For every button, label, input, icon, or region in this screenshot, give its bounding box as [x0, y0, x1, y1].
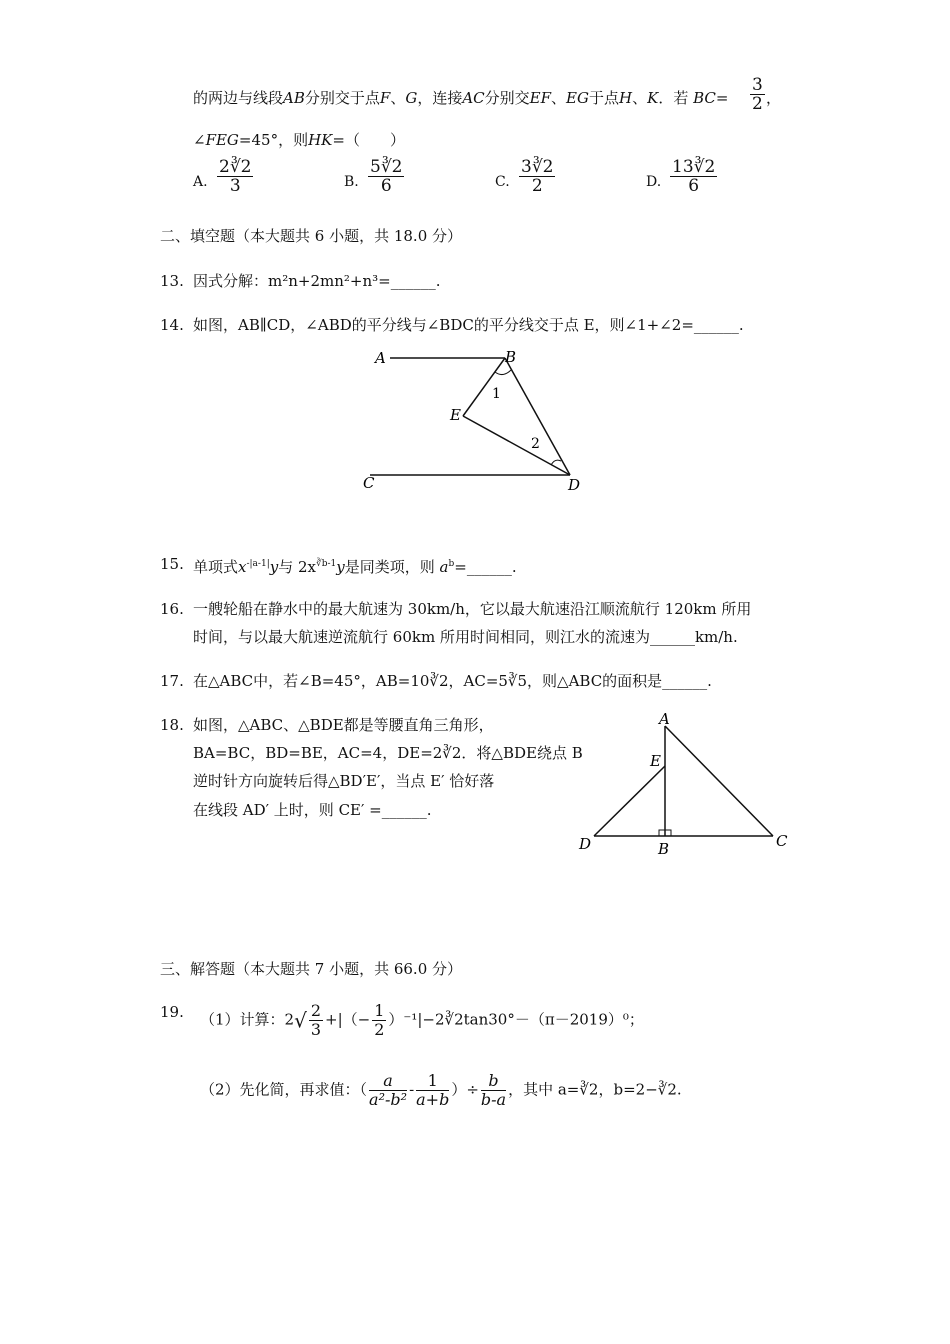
text: 的两边与线段 [193, 89, 284, 107]
q14-text: 如图，AB∥CD，∠ABD的平分线与∠BDC的平分线交于点 E，则∠1+∠2=______. [193, 316, 744, 334]
q16-line1: 一艘轮船在静水中的最大航速为 30km/h，它以最大航速沿江顺流航行 120km 所用 [193, 600, 752, 618]
section-3-title: 三、解答题（本大题共 7 小题，共 66.0 分） [160, 960, 463, 978]
label-e: E [450, 406, 461, 424]
radical-fraction [309, 1002, 323, 1039]
angle-2-arc [551, 460, 561, 465]
numerator: 1 [374, 1001, 385, 1020]
exponent: ∛b-1 [316, 559, 337, 569]
numerator: b [481, 1072, 506, 1091]
label-angle-1: 1 [492, 386, 501, 402]
text: EG [566, 89, 589, 107]
q16-line2: 时间，与以最大航速逆流航行 60km 所用时间相同，则江水的流速为______km/h. [193, 628, 738, 646]
label-b: B [505, 348, 517, 366]
label-b: B [658, 840, 670, 858]
denominator: 2 [374, 1020, 385, 1039]
text: 单项式 [193, 558, 239, 576]
q12-bc-fraction [750, 76, 765, 113]
text: 分别交于点 [304, 89, 380, 107]
choice-b-value [368, 158, 404, 195]
text: F [379, 89, 391, 107]
denominator: 3 [310, 1020, 322, 1039]
angle-1-arc [495, 370, 511, 375]
label-c: C [363, 474, 375, 492]
line-de [594, 766, 665, 836]
text: y [336, 558, 345, 576]
q19-number: 19. [160, 1003, 184, 1021]
q18-line4: 在线段 AD′ 上时，则 CE′ =______. [193, 801, 432, 819]
denominator: 2 [752, 94, 763, 114]
q15-text [193, 554, 517, 577]
numerator: a [369, 1072, 407, 1091]
q16-number: 16. [160, 600, 184, 618]
numerator: 13∛2 [672, 157, 716, 177]
text: 、 [551, 89, 567, 107]
text: （2）先化简，再求值：（ [200, 1080, 368, 1099]
text: K [647, 89, 659, 107]
text: =（ ） [332, 131, 405, 149]
text: G [405, 89, 418, 107]
text: H [618, 89, 633, 107]
text: ）⁻¹|−2∛2tan30°－（π－2019）⁰； [388, 1010, 644, 1029]
choice-d-value [670, 158, 717, 195]
label-angle-2: 2 [531, 436, 540, 452]
exponent: -|a-1| [246, 559, 270, 569]
label-a: A [375, 349, 386, 367]
text: AB [283, 89, 305, 107]
text: ，连接 [417, 89, 463, 107]
numerator: 3 [752, 75, 763, 95]
choice-a-label: A. [193, 174, 208, 190]
q19-part2 [200, 1072, 682, 1109]
text: 、 [390, 89, 406, 107]
text: 是同类项，则 [344, 558, 435, 576]
numerator: 2 [310, 1001, 322, 1020]
label-d: D [579, 835, 592, 853]
exponent: b [448, 559, 455, 569]
numerator: 3∛2 [521, 157, 554, 177]
choice-b-label: B. [344, 174, 359, 190]
half-fraction [372, 1002, 386, 1039]
q15-number: 15. [160, 555, 184, 573]
fraction-c [481, 1072, 506, 1109]
text: FEG [205, 131, 239, 149]
text: a [439, 558, 449, 576]
text: 于点 [588, 89, 619, 107]
fraction-b [416, 1072, 449, 1109]
text: ）÷ [451, 1080, 479, 1099]
text: ∠ [193, 131, 206, 149]
label-c: C [776, 832, 788, 850]
text: x [238, 558, 247, 576]
q13-text: 因式分解：m²n+2mn²+n³=______. [193, 272, 441, 290]
text: EF [529, 89, 552, 107]
text: BC [693, 89, 716, 107]
choice-a-value [217, 158, 253, 195]
text: 分别交 [484, 89, 530, 107]
numerator: 5∛2 [370, 157, 403, 177]
choice-d-label: D. [646, 174, 662, 190]
text: y [269, 558, 279, 576]
q18-number: 18. [160, 716, 184, 734]
section-2-title: 二、填空题（本大题共 6 小题，共 18.0 分） [160, 227, 463, 245]
text: 、 [632, 89, 648, 107]
denominator: 6 [688, 176, 700, 196]
text: =______. [454, 558, 517, 576]
figure-q18 [570, 706, 800, 861]
denominator: 3 [229, 176, 241, 196]
text: - [409, 1080, 415, 1099]
denominator: a²-b² [369, 1090, 408, 1109]
q18-line2: BA=BC，BD=BE，AC=4，DE=2∛2．将△BDE绕点 B [193, 744, 583, 762]
text: ．若 [658, 89, 689, 107]
choice-c-label: C. [495, 174, 510, 190]
q14-number: 14. [160, 316, 184, 334]
label-e: E [650, 752, 661, 770]
line-ac [665, 726, 773, 836]
denominator: 6 [380, 176, 392, 196]
q12-line1 [193, 88, 728, 108]
q17-text: 在△ABC中，若∠B=45°，AB=10∛2，AC=5∛5，则△ABC的面积是______. [193, 672, 712, 690]
q18-line3: 逆时针方向旋转后得△BD′E′，当点 E′ 恰好落 [193, 772, 495, 790]
text: ，其中 a=∛2，b=2−∛2. [508, 1080, 682, 1099]
text: AC [462, 89, 485, 107]
numerator: 2∛2 [219, 157, 252, 177]
denominator: b-a [480, 1090, 507, 1109]
denominator: a+b [416, 1090, 450, 1109]
q19-part1 [200, 1002, 644, 1039]
text: （1）计算：2 [200, 1010, 295, 1029]
figure-q14 [355, 340, 595, 500]
denominator: 2 [531, 176, 543, 196]
numerator: 1 [416, 1072, 449, 1091]
text: = [715, 89, 729, 107]
text: 与 2x [278, 558, 316, 576]
text: =45°，则 [238, 131, 309, 149]
q18-line1: 如图，△ABC、△BDE都是等腰直角三角形， [193, 716, 494, 734]
q12-comma: ， [766, 89, 782, 107]
label-d: D [568, 476, 581, 494]
label-a: A [659, 710, 670, 728]
fraction-a [369, 1072, 407, 1109]
q13-number: 13. [160, 272, 184, 290]
q12-line2 [193, 130, 405, 150]
q17-number: 17. [160, 672, 184, 690]
choice-c-value [519, 158, 555, 195]
text: +|（− [325, 1010, 371, 1029]
text: HK [308, 131, 333, 149]
radical-sign: √ [294, 1008, 307, 1033]
